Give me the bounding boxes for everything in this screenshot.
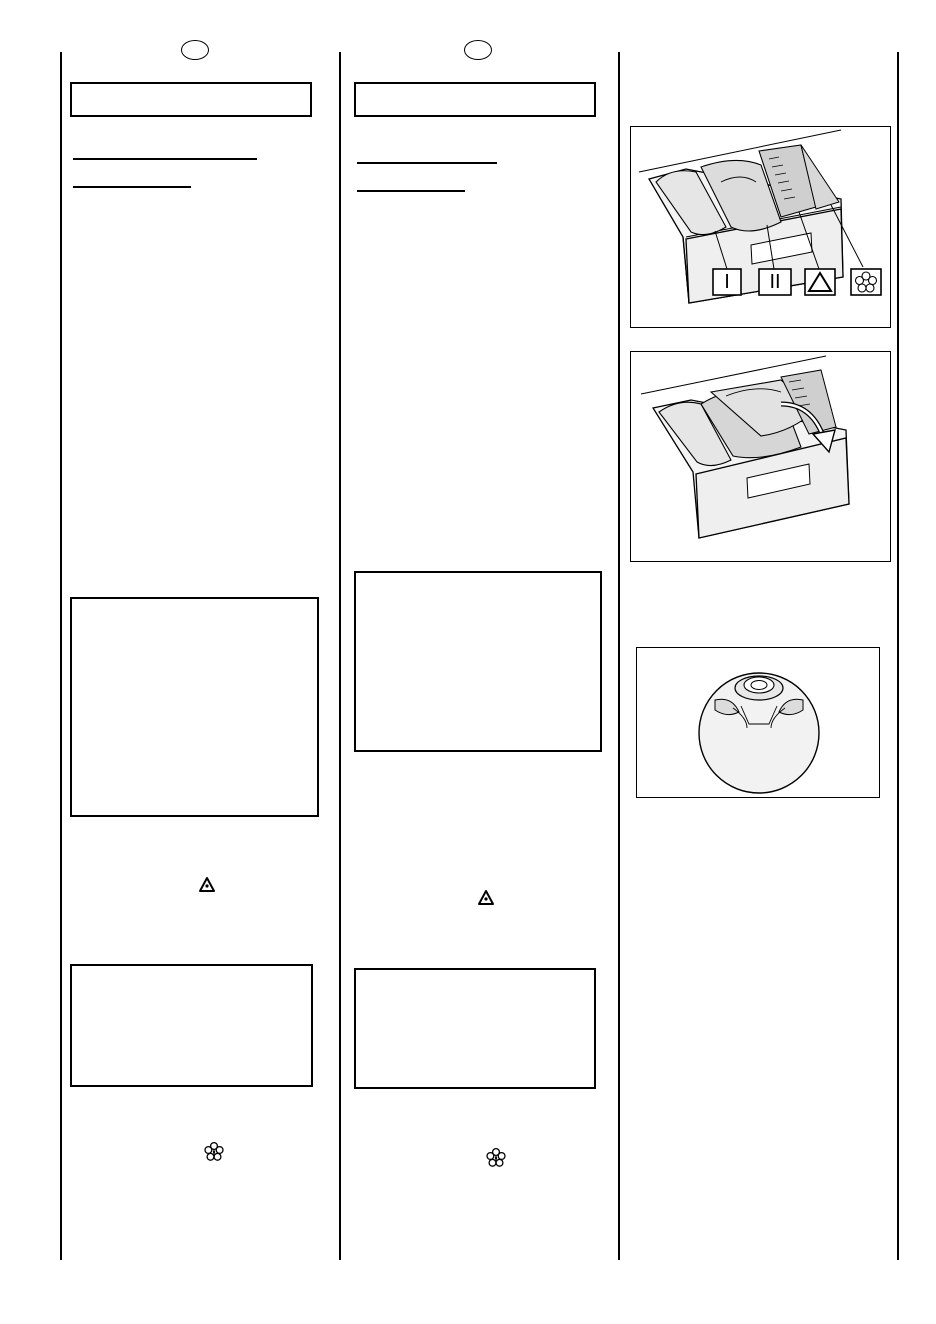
compartment-label-I: I: [724, 271, 730, 293]
figure-detergent-drawer-insert: [630, 351, 891, 562]
column-divider-center-left: [339, 52, 341, 1260]
flower-symbol-icon: [203, 1141, 225, 1163]
note-box-left-1: [70, 597, 319, 817]
column-divider-left: [60, 52, 62, 1260]
figure-detergent-drawer-labelled: [630, 126, 891, 328]
triangle-symbol-icon: [477, 889, 495, 907]
figure-dosing-ball: [636, 647, 880, 798]
section-title-box-middle: [354, 82, 596, 117]
column-divider-center-right: [618, 52, 620, 1260]
language-badge-left: [181, 40, 209, 60]
dosing-ball-icon: [637, 648, 880, 798]
compartment-label-II: II: [769, 271, 781, 293]
note-box-middle-2: [354, 968, 596, 1089]
dispenser-drawer-open-icon: [631, 352, 891, 562]
column-divider-right: [897, 52, 899, 1260]
heading-underline-left-2: [73, 186, 191, 188]
heading-underline-middle-2: [357, 190, 465, 192]
flower-symbol-icon: [485, 1147, 507, 1169]
section-title-box-left: [70, 82, 312, 117]
note-box-middle-1: [354, 571, 602, 752]
language-badge-middle: [464, 40, 492, 60]
heading-underline-middle-1: [357, 162, 497, 164]
detergent-drawer-illustration: [631, 127, 891, 328]
note-box-left-2: [70, 964, 313, 1087]
heading-underline-left-1: [73, 158, 257, 160]
triangle-symbol-icon: [198, 876, 216, 894]
